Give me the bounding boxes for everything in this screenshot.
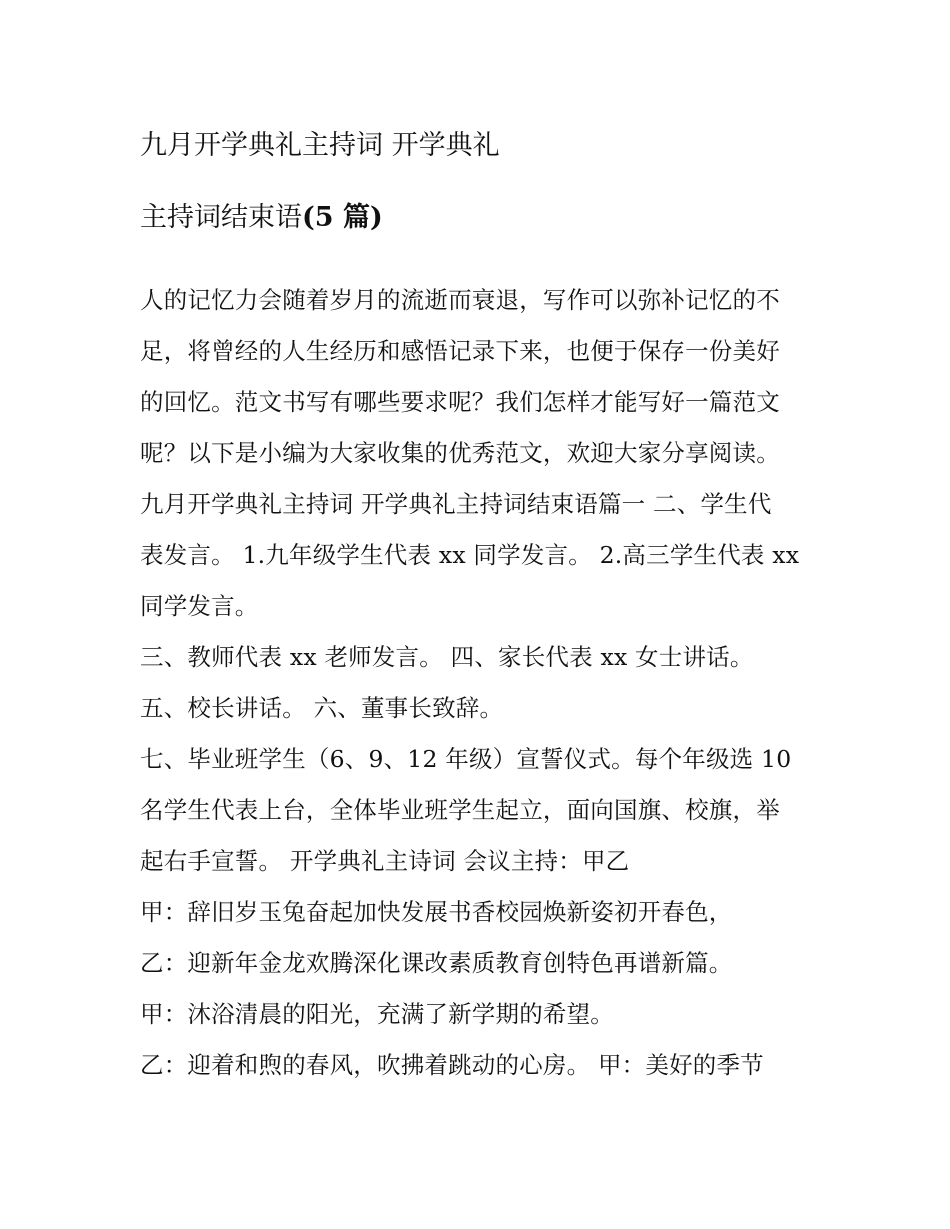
body-line-7: 同学发言。 [140, 592, 259, 620]
body-line-15: 甲：沐浴清晨的阳光，充满了新学期的希望。 [140, 1000, 614, 1028]
body-line-14: 乙：迎新年金龙欢腾深化课改素质教育创特色再谱新篇。 [140, 949, 733, 977]
body-line-10: 七、毕业班学生（6、9、12 年级）宣誓仪式。每个年级选 10 [140, 745, 792, 773]
body-line-3: 的回忆。范文书写有哪些要求呢？我们怎样才能写好一篇范文 [140, 388, 780, 416]
body-line-2: 足，将曾经的人生经历和感悟记录下来，也便于保存一份美好 [140, 337, 780, 365]
body-line-16: 乙：迎着和煦的春风，吹拂着跳动的心房。 甲：美好的季节 [140, 1051, 764, 1079]
title-line-2 [140, 182, 820, 254]
body-line-12: 起右手宣誓。 开学典礼主诗词 会议主持：甲乙 [140, 847, 630, 875]
title-line-2-text: 主持词结束语 [140, 202, 302, 233]
body-line-11: 名学生代表上台，全体毕业班学生起立，面向国旗、校旗，举 [140, 796, 780, 824]
title-line-2-suffix: 篇) [333, 202, 383, 233]
title-line-1: 九月开学典礼主持词 开学典礼 [140, 130, 500, 161]
body-line-6: 表发言。 1.九年级学生代表 xx 同学发言。 2.高三学生代表 xx [140, 541, 800, 569]
body-line-9: 五、校长讲话。 六、董事长致辞。 [140, 694, 504, 722]
body-line-4: 呢？以下是小编为大家收集的优秀范文，欢迎大家分享阅读。 [140, 439, 780, 467]
body-line-8: 三、教师代表 xx 老师发言。 四、家长代表 xx 女士讲话。 [140, 643, 754, 671]
title-line-2-count: (5 [302, 202, 334, 233]
body-line-13: 甲：辞旧岁玉兔奋起加快发展书香校园焕新姿初开春色， [140, 898, 733, 926]
body-line-1: 人的记忆力会随着岁月的流逝而衰退，写作可以弥补记忆的不 [140, 286, 780, 314]
body-line-5: 九月开学典礼主持词 开学典礼主持词结束语篇一 二、学生代 [140, 490, 772, 518]
